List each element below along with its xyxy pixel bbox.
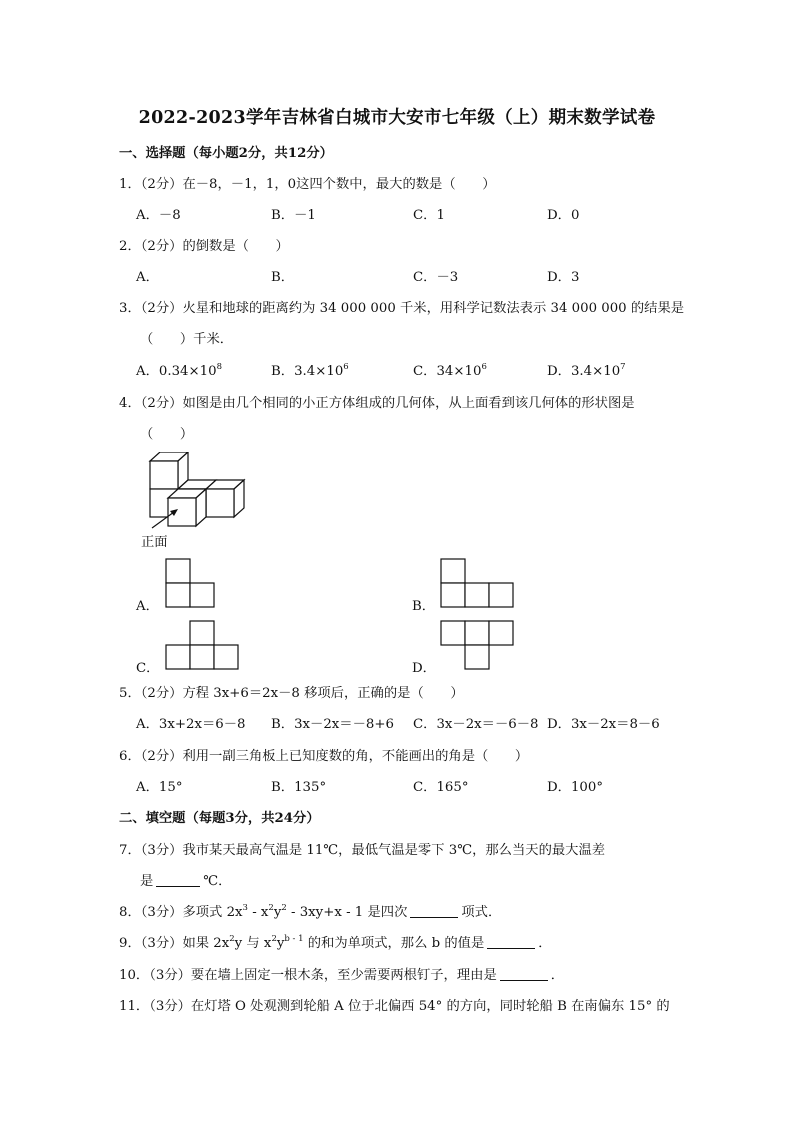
q4-option-c-figure — [164, 620, 242, 670]
q7-answer-blank[interactable] — [156, 873, 200, 887]
q3-option-d: D．$3.4\times 10^7$ — [547, 362, 626, 379]
q4-option-a-figure — [164, 558, 216, 608]
question-6-stem: 6．（2分）利用一副三角板上已知度数的角，不能画出的角是（ ） — [119, 749, 529, 764]
q4-option-a-label: A． — [136, 599, 159, 614]
question-3-stem: 3．（2分）火星和地球的距离约为 34 000 000 千米，用科学记数法表示 34 000 000 的结果是 — [119, 301, 685, 316]
page-title: 2022-2023学年吉林省白城市大安市七年级（上）期末数学试卷 — [138, 108, 656, 128]
q1-option-d: D．0 — [547, 208, 580, 223]
cube-solid-figure — [140, 452, 250, 532]
q10-answer-blank[interactable] — [500, 967, 548, 981]
q3-option-b: B．$3.4\times 10^6$ — [271, 362, 349, 379]
q4-option-c-label: C． — [136, 661, 160, 676]
question-9-stem: 9．（3分）如果 $2x^2y$ 与 $x^2y^{b - 1}$ 的和为单项式，那么 b 的值是 ． — [119, 934, 552, 951]
section-heading-choice: 一、选择题（每小题2分，共12分） — [119, 146, 333, 161]
question-11-stem: 11．（3分）在灯塔 O 处观测到轮船 A 位于北偏西 54° 的方向，同时轮船 B 在南偏东 15° 的 — [119, 999, 670, 1014]
q2-option-b: B． — [271, 270, 295, 285]
q6-option-b: B．135° — [271, 780, 327, 795]
question-4-stem-cont: （ ） — [140, 427, 194, 442]
question-1-stem: 1．（2分）在－8，－1，1，0这四个数中，最大的数是（ ） — [119, 177, 496, 192]
question-4-stem: 4．（2分）如图是由几个相同的小正方体组成的几何体，从上面看到该几何体的形状图是 — [119, 396, 635, 411]
question-7-stem: 7．（3分）我市某天最高气温是 11℃，最低气温是零下 3℃，那么当天的最大温差 — [119, 843, 606, 858]
q1-option-a: A．－8 — [136, 208, 181, 223]
q6-option-c: C．165° — [413, 780, 469, 795]
question-3-stem-cont: （ ）千米． — [140, 332, 234, 347]
q3-option-c: C．$34\times 10^6$ — [413, 362, 487, 379]
q4-option-d-label: D． — [412, 661, 436, 676]
q5-option-b: B．3x－2x＝－8+6 — [271, 717, 394, 732]
q3-option-a: A．$0.34\times 10^8$ — [136, 362, 222, 379]
front-view-label: 正面 — [141, 535, 168, 550]
section-heading-fill: 二、填空题（每题3分，共24分） — [119, 811, 320, 826]
q4-option-b-figure — [439, 558, 517, 608]
question-8-stem: 8．（3分）多项式 $2x^3 - x^2y^2 - 3xy+x - 1$ 是四次 项式． — [119, 903, 502, 920]
q6-option-d: D．100° — [547, 780, 603, 795]
q5-option-a: A．3x+2x＝6－8 — [136, 717, 246, 732]
question-5-stem: 5．（2分）方程 3x+6＝2x－8 移项后，正确的是（ ） — [119, 686, 464, 701]
q2-option-a: A． — [136, 270, 159, 285]
q1-option-b: B．－1 — [271, 208, 316, 223]
question-7-stem-cont: 是 ℃． — [140, 874, 232, 889]
q2-option-c: C．－3 — [413, 270, 459, 285]
q8-answer-blank[interactable] — [410, 904, 458, 918]
q5-option-d: D．3x－2x＝8－6 — [547, 717, 660, 732]
question-10-stem: 10．（3分）要在墙上固定一根木条，至少需要两根钉子，理由是 ． — [119, 968, 565, 983]
q9-answer-blank[interactable] — [487, 935, 535, 949]
q4-option-b-label: B． — [412, 599, 436, 614]
q4-option-d-figure — [439, 620, 517, 672]
q6-option-a: A．15° — [136, 780, 183, 795]
question-2-stem: 2．（2分）的倒数是（ ） — [119, 239, 289, 254]
q1-option-c: C．1 — [413, 208, 445, 223]
q2-option-d: D．3 — [547, 270, 580, 285]
q5-option-c: C．3x－2x＝－6－8 — [413, 717, 539, 732]
